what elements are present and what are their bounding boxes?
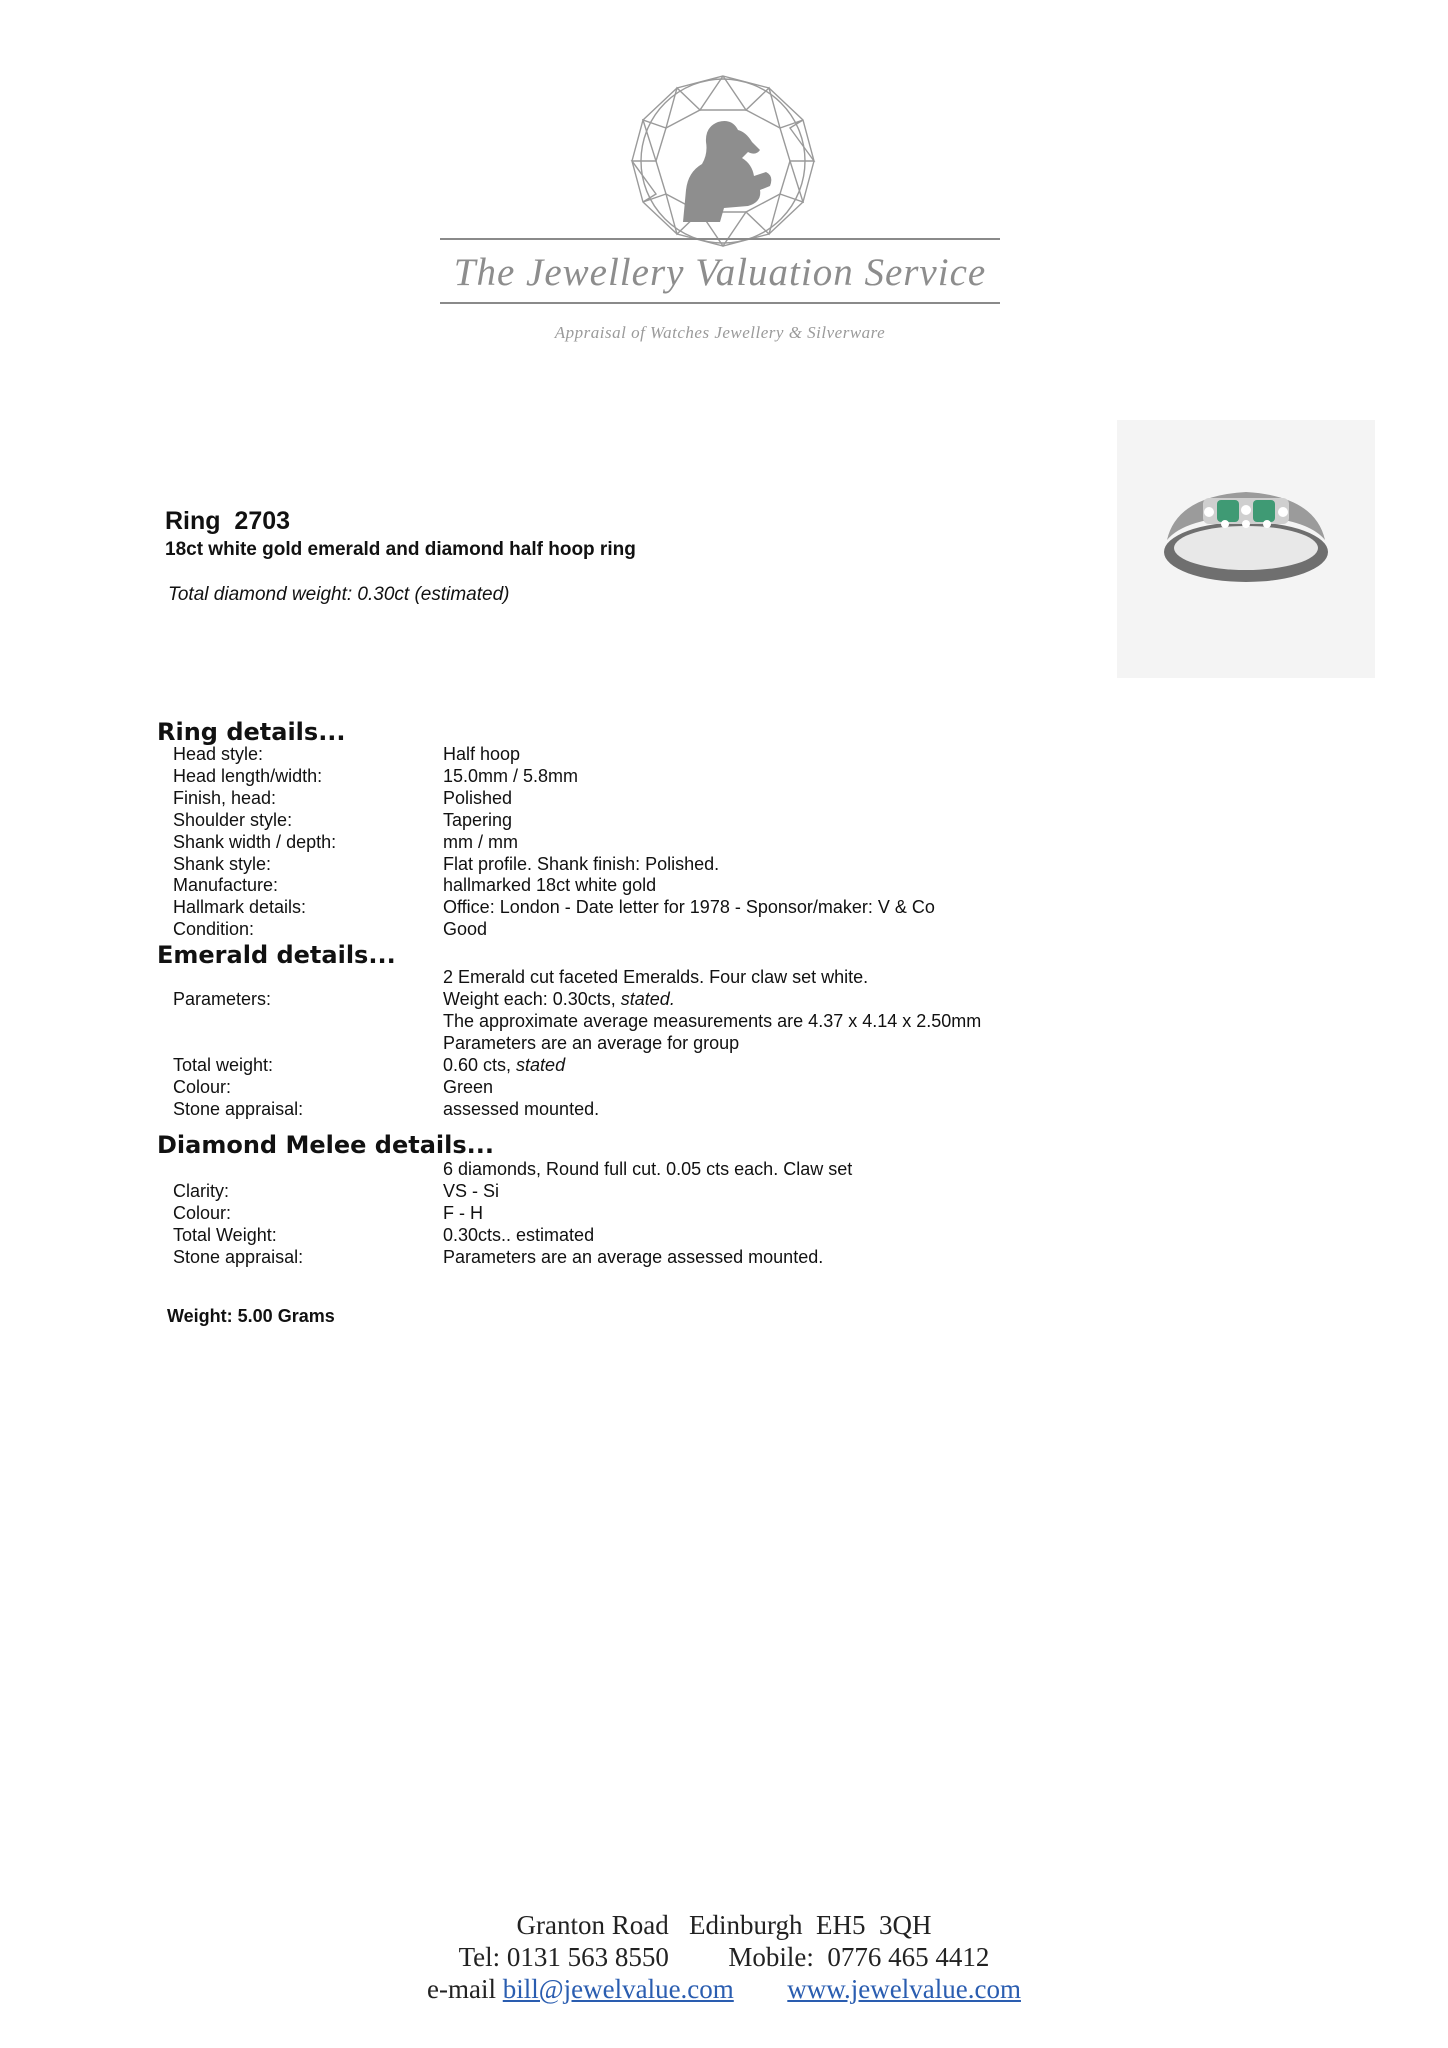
emerald-params-line3-row xyxy=(0,1011,1448,1033)
emerald-params-line4: Parameters are an average for group xyxy=(443,1033,740,1053)
emerald-params-label: Parameters: xyxy=(173,989,272,1009)
ring-subtitle: 18ct white gold emerald and diamond half hoop ring xyxy=(165,539,636,560)
diamond-detail-value: F - H xyxy=(443,1203,483,1223)
diamond-detail-label: Colour: xyxy=(173,1203,232,1223)
diamond-detail-value: VS - Si xyxy=(443,1181,500,1201)
emerald-appraisal-value: assessed mounted. xyxy=(443,1099,600,1119)
ring-detail-value: mm / mm xyxy=(443,831,518,852)
ring-detail-label: Shank style: xyxy=(173,853,272,874)
title-bottom-rule xyxy=(440,302,1000,304)
ring-detail-label: Condition: xyxy=(173,919,255,940)
emerald-total-weight: 0.60 cts, xyxy=(443,1055,517,1075)
diamond-detail-row xyxy=(0,1203,1448,1225)
company-title: The Jewellery Valuation Service xyxy=(453,251,987,294)
ring-detail-row xyxy=(0,919,1448,941)
ring-detail-label: Head length/width: xyxy=(173,765,323,786)
ring-detail-label: Manufacture: xyxy=(173,875,279,896)
emerald-colour-value: Green xyxy=(443,1077,494,1097)
diamond-detail-value: Parameters are an average assessed mounted. xyxy=(443,1247,824,1267)
ring-detail-value: hallmarked 18ct white gold xyxy=(443,875,657,896)
diamond-intro-row xyxy=(0,1159,1448,1181)
diamond-weight-estimate: Total diamond weight: 0.30ct (estimated) xyxy=(168,584,510,605)
footer-address: Granton Road Edinburgh EH5 3QH xyxy=(516,1910,932,1940)
ring-detail-value: Flat profile. Shank finish: Polished. xyxy=(443,853,720,874)
company-tagline: Appraisal of Watches Jewellery & Silverware xyxy=(554,323,886,342)
ring-detail-row xyxy=(0,832,1448,854)
emerald-total-weight-value xyxy=(443,1055,565,1076)
ring-detail-row xyxy=(0,810,1448,832)
diamond-detail-value: 0.30cts.. estimated xyxy=(443,1225,595,1245)
footer-phones xyxy=(0,1942,1448,1973)
total-weight: Weight: 5.00 Grams xyxy=(167,1306,335,1326)
diamond-detail-label: Clarity: xyxy=(173,1181,230,1201)
title-top-rule xyxy=(440,238,1000,240)
ring-detail-label: Finish, head: xyxy=(173,787,277,808)
ring-detail-value: Office: London - Date letter for 1978 - Sponsor/maker: V & Co xyxy=(443,897,935,918)
company-logo-icon xyxy=(628,72,818,250)
ring-detail-row xyxy=(0,788,1448,810)
footer-contact xyxy=(0,1974,1448,2005)
emerald-params-row xyxy=(0,989,1448,1011)
emerald-weight-stated: stated. xyxy=(620,989,675,1009)
diamond-intro: 6 diamonds, Round full cut. 0.05 cts each. Claw set xyxy=(443,1159,853,1179)
footer-tel: Tel: 0131 563 8550 xyxy=(458,1942,669,1972)
emerald-colour-row xyxy=(0,1077,1448,1099)
emerald-params-line2 xyxy=(443,989,675,1010)
footer-email-prefix: e-mail xyxy=(427,1974,503,2004)
ring-detail-label: Shoulder style: xyxy=(173,809,293,830)
ring-detail-label: Head style: xyxy=(173,744,264,764)
emerald-appraisal-label: Stone appraisal: xyxy=(173,1099,304,1119)
ring-title: Ring 2703 xyxy=(165,507,291,535)
footer-website-link[interactable]: www.jewelvalue.com xyxy=(787,1974,1021,2004)
emerald-params-line1-row xyxy=(0,967,1448,989)
emerald-details-heading: Emerald details... xyxy=(157,941,396,969)
emerald-params-line1: 2 Emerald cut faceted Emeralds. Four claw set white. xyxy=(443,967,869,987)
emerald-total-weight-stated: stated xyxy=(516,1055,566,1075)
footer-mobile: Mobile: 0776 465 4412 xyxy=(728,1942,990,1972)
ring-detail-label: Hallmark details: xyxy=(173,897,307,918)
diamond-detail-label: Total Weight: xyxy=(173,1225,277,1245)
ring-detail-value: Half hoop xyxy=(443,744,521,764)
ring-detail-row xyxy=(0,766,1448,788)
diamond-detail-row xyxy=(0,1247,1448,1269)
emerald-total-weight-row xyxy=(0,1055,1448,1077)
emerald-colour-label: Colour: xyxy=(173,1077,232,1097)
ring-detail-label: Shank width / depth: xyxy=(173,831,337,852)
ring-photo xyxy=(1117,420,1375,678)
ring-detail-value: 15.0mm / 5.8mm xyxy=(443,765,579,786)
emerald-total-weight-label: Total weight: xyxy=(173,1055,274,1075)
diamond-detail-row xyxy=(0,1225,1448,1247)
diamond-detail-label: Stone appraisal: xyxy=(173,1247,304,1267)
ring-detail-row xyxy=(0,854,1448,876)
emerald-weight-each: Weight each: 0.30cts, xyxy=(443,989,621,1009)
emerald-params-line3: The approximate average measurements are 4.37 x 4.14 x 2.50mm xyxy=(443,1011,982,1031)
ring-detail-row xyxy=(0,897,1448,919)
ring-detail-row xyxy=(0,744,1448,766)
emerald-params-line4-row xyxy=(0,1033,1448,1055)
ring-details-heading: Ring details... xyxy=(157,718,346,746)
diamond-detail-row xyxy=(0,1181,1448,1203)
diamond-details-heading: Diamond Melee details... xyxy=(157,1131,494,1159)
ring-detail-value: Polished xyxy=(443,787,513,808)
ring-detail-row xyxy=(0,875,1448,897)
ring-detail-value: Tapering xyxy=(443,809,513,830)
emerald-appraisal-row xyxy=(0,1099,1448,1121)
ring-detail-value: Good xyxy=(443,919,488,940)
footer-email-link[interactable]: bill@jewelvalue.com xyxy=(502,1974,734,2004)
